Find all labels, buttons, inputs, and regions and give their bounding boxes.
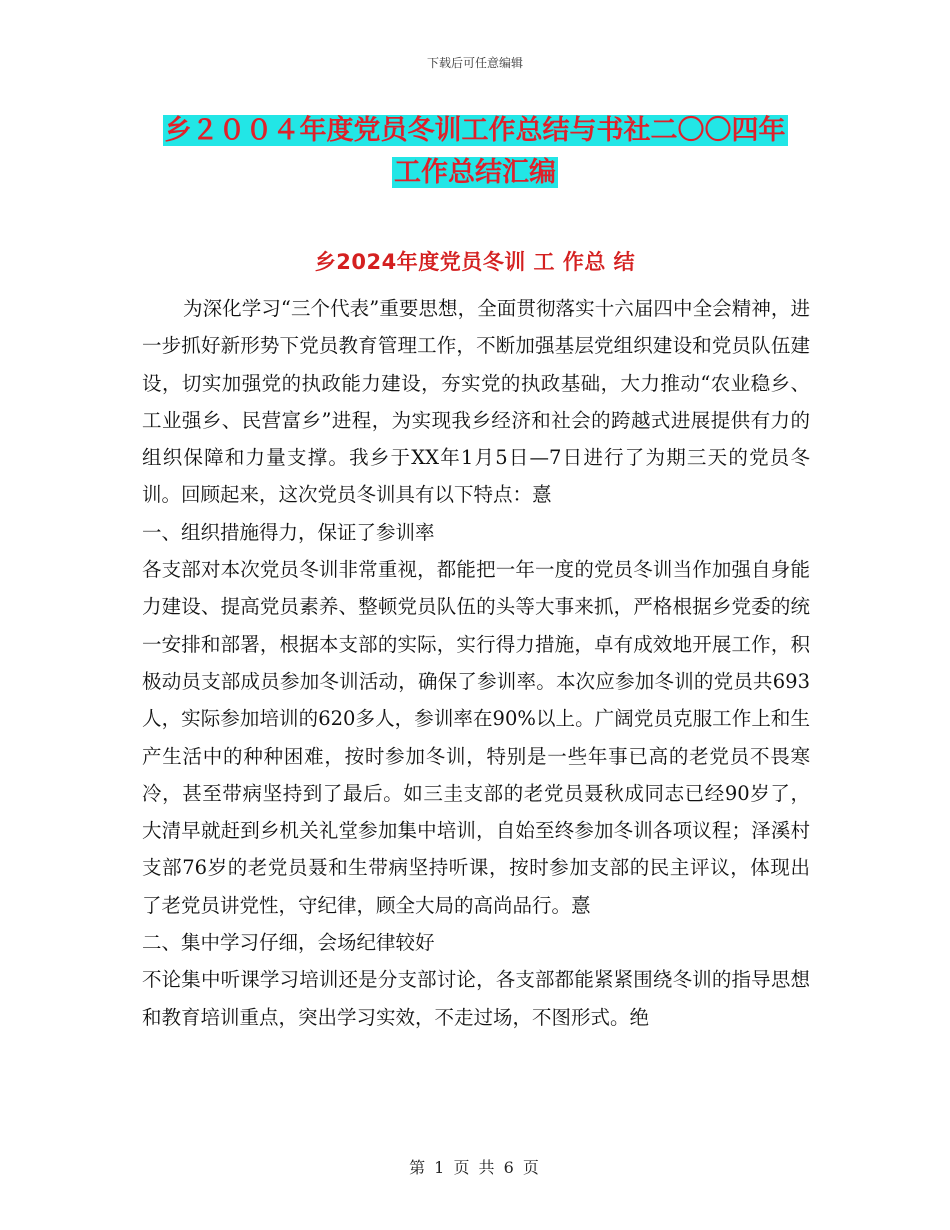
page-header-note: 下载后可任意编辑 [426,56,523,70]
section-heading-2: 二、集中学习仔细，会场纪律较好 [142,931,435,955]
document-body [142,290,810,1036]
section-title: 乡2024年度党员冬训 工 作总 结 [314,250,636,274]
page-number-footer: 第 1 页 共 6 页 [409,1158,541,1177]
body-paragraph-1: 各支部对本次党员冬训非常重视，都能把一年一度的党员冬训当作加强自身能力建设、提高党员素养、整顿党员队伍的头等大事来抓，严格根据乡党委的统一安排和部署，根据本支部的实际，实行得力措施，卓有成效地开展工作，积极动员支部成员参加冬训活动，确保了参训率。本次应参加冬训的党员共693人，实际参加培训的620多人，参训率在90%以上。广阔党员克服工作上和生产生活中的种种困难，按时参加冬训，特别是一些年事已高的老党员不畏寒冷，甚至带病坚持到了最后。如三圭支部的老党员聂秋成同志已经90岁了，大清早就赶到乡机关礼堂参加集中培训，自始至终参加冬训各项议程；泽溪村支部76岁的老党员聂和生带病坚持听课，按时参加支部的民主评议，体现出了老党员讲党性，守纪律，顾全大局的高尚品行。憙 [142,558,810,917]
document-title-line-2: 工作总结汇编 [394,157,556,188]
body-paragraph-2: 不论集中听课学习培训还是分支部讨论，各支部都能紧紧围绕冬训的指导思想和教育培训重点，突出学习实效，不走过场，不图形式。绝 [142,968,810,1029]
document-title-line-1: 乡２００４年度党员冬训工作总结与书社二〇〇四年 [164,115,786,146]
section-heading-1: 一、组织措施得力，保证了参训率 [142,520,435,544]
document-title [0,110,950,194]
intro-paragraph: 为深化学习“三个代表”重要思想，全面贯彻落实十六届四中全会精神，进一步抓好新形势下党员教育管理工作，不断加强基层党组织建设和党员队伍建设，切实加强党的执政能力建设，夯实党的执政基础，大力推动“农业稳乡、工业强乡、民营富乡”进程，为实现我乡经济和社会的跨越式进展提供有力的组织保障和力量支撑。我乡于XX年1月5日—7日进行了为期三天的党员冬训。回顾起来，这次党员冬训具有以下特点：憙 [142,297,810,507]
